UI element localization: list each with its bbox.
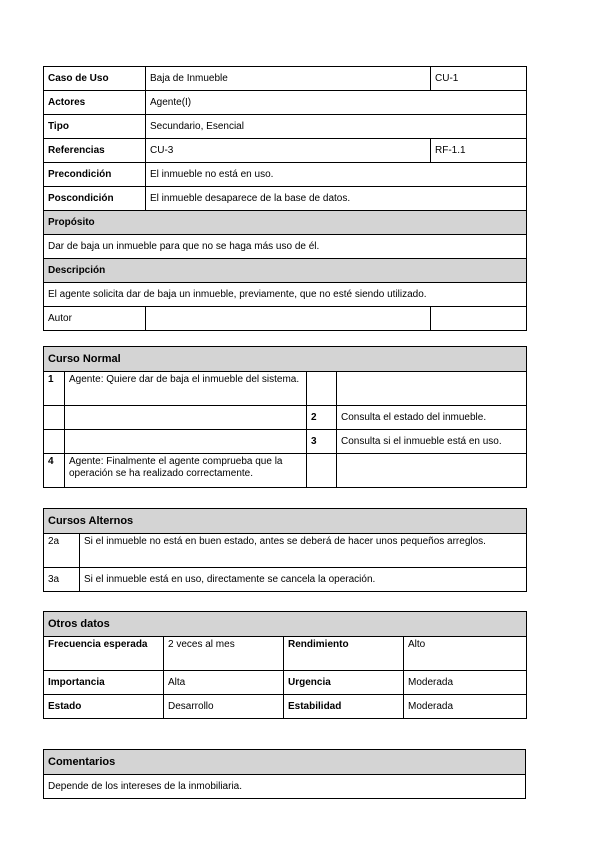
pos-value: El inmueble desaparece de la base de datos.	[146, 187, 527, 211]
descripcion-value: El agente solicita dar de baja un inmueble, previamente, que no esté siendo utilizado.	[44, 283, 527, 307]
row-proposito-header	[44, 211, 527, 235]
row-caso-de-uso	[44, 67, 527, 91]
estado-value: Desarrollo	[164, 695, 284, 719]
alt-number: 2a	[44, 534, 80, 568]
ref-value: CU-3	[146, 139, 431, 163]
otros-row	[44, 671, 527, 695]
descripcion-label: Descripción	[44, 259, 527, 283]
step-text: Consulta si el inmueble está en uso.	[337, 430, 527, 454]
use-case-table	[43, 66, 527, 331]
estabilidad-value: Moderada	[404, 695, 527, 719]
row-descripcion	[44, 283, 527, 307]
tipo-label: Tipo	[44, 115, 146, 139]
alt-number: 3a	[44, 568, 80, 592]
actores-value: Agente(I)	[146, 91, 527, 115]
step-text: Consulta el estado del inmueble.	[337, 406, 527, 430]
step-text: Agente: Quiere dar de baja el inmueble del sistema.	[65, 372, 307, 406]
autor-extra	[431, 307, 527, 331]
frecuencia-label: Frecuencia esperada	[44, 637, 164, 671]
ref-label: Referencias	[44, 139, 146, 163]
rendimiento-label: Rendimiento	[284, 637, 404, 671]
comentarios-title: Comentarios	[44, 750, 526, 775]
caso-value: Baja de Inmueble	[146, 67, 431, 91]
step-text: Agente: Finalmente el agente comprueba que la operación se ha realizado correctamente.	[65, 454, 307, 488]
normal-step-row	[44, 430, 527, 454]
pos-label: Poscondición	[44, 187, 146, 211]
normal-step-row	[44, 406, 527, 430]
row-actores	[44, 91, 527, 115]
otros-title: Otros datos	[44, 612, 527, 637]
alt-text: Si el inmueble está en uso, directamente se cancela la operación.	[80, 568, 527, 592]
autor-value	[146, 307, 431, 331]
empty-cell	[65, 430, 307, 454]
actores-label: Actores	[44, 91, 146, 115]
row-descripcion-header	[44, 259, 527, 283]
alt-text: Si el inmueble no está en buen estado, antes se deberá de hacer unos pequeños arreglos.	[80, 534, 527, 568]
comentarios-row	[44, 775, 526, 799]
empty-cell	[337, 454, 527, 488]
pre-value: El inmueble no está en uso.	[146, 163, 527, 187]
urgencia-label: Urgencia	[284, 671, 404, 695]
row-tipo	[44, 115, 527, 139]
alternos-item-row	[44, 534, 527, 568]
importancia-value: Alta	[164, 671, 284, 695]
row-proposito	[44, 235, 527, 259]
rendimiento-value: Alto	[404, 637, 527, 671]
caso-label: Caso de Uso	[44, 67, 146, 91]
autor-label: Autor	[44, 307, 146, 331]
alternate-flows-table	[43, 508, 527, 592]
empty-cell	[44, 430, 65, 454]
step-number: 4	[44, 454, 65, 488]
otros-header-row	[44, 612, 527, 637]
normal-header-row	[44, 347, 527, 372]
comments-table	[43, 749, 526, 799]
ref-code: RF-1.1	[431, 139, 527, 163]
row-autor	[44, 307, 527, 331]
alternos-title: Cursos Alternos	[44, 509, 527, 534]
row-poscondicion	[44, 187, 527, 211]
normal-step-row	[44, 454, 527, 488]
proposito-value: Dar de baja un inmueble para que no se haga más uso de él.	[44, 235, 527, 259]
comentarios-header-row	[44, 750, 526, 775]
estabilidad-label: Estabilidad	[284, 695, 404, 719]
alternos-item-row	[44, 568, 527, 592]
normal-flow-table	[43, 346, 527, 488]
row-referencias	[44, 139, 527, 163]
urgencia-value: Moderada	[404, 671, 527, 695]
normal-title: Curso Normal	[44, 347, 527, 372]
alternos-header-row	[44, 509, 527, 534]
caso-code: CU-1	[431, 67, 527, 91]
proposito-label: Propósito	[44, 211, 527, 235]
empty-cell	[44, 406, 65, 430]
row-precondicion	[44, 163, 527, 187]
pre-label: Precondición	[44, 163, 146, 187]
importancia-label: Importancia	[44, 671, 164, 695]
comentarios-text: Depende de los intereses de la inmobiliaria.	[44, 775, 526, 799]
other-data-table	[43, 611, 527, 719]
empty-cell	[307, 454, 337, 488]
step-number: 1	[44, 372, 65, 406]
empty-cell	[307, 372, 337, 406]
otros-row	[44, 637, 527, 671]
empty-cell	[65, 406, 307, 430]
tipo-value: Secundario, Esencial	[146, 115, 527, 139]
frecuencia-value: 2 veces al mes	[164, 637, 284, 671]
normal-step-row	[44, 372, 527, 406]
otros-row	[44, 695, 527, 719]
estado-label: Estado	[44, 695, 164, 719]
empty-cell	[337, 372, 527, 406]
step-number: 2	[307, 406, 337, 430]
step-number: 3	[307, 430, 337, 454]
